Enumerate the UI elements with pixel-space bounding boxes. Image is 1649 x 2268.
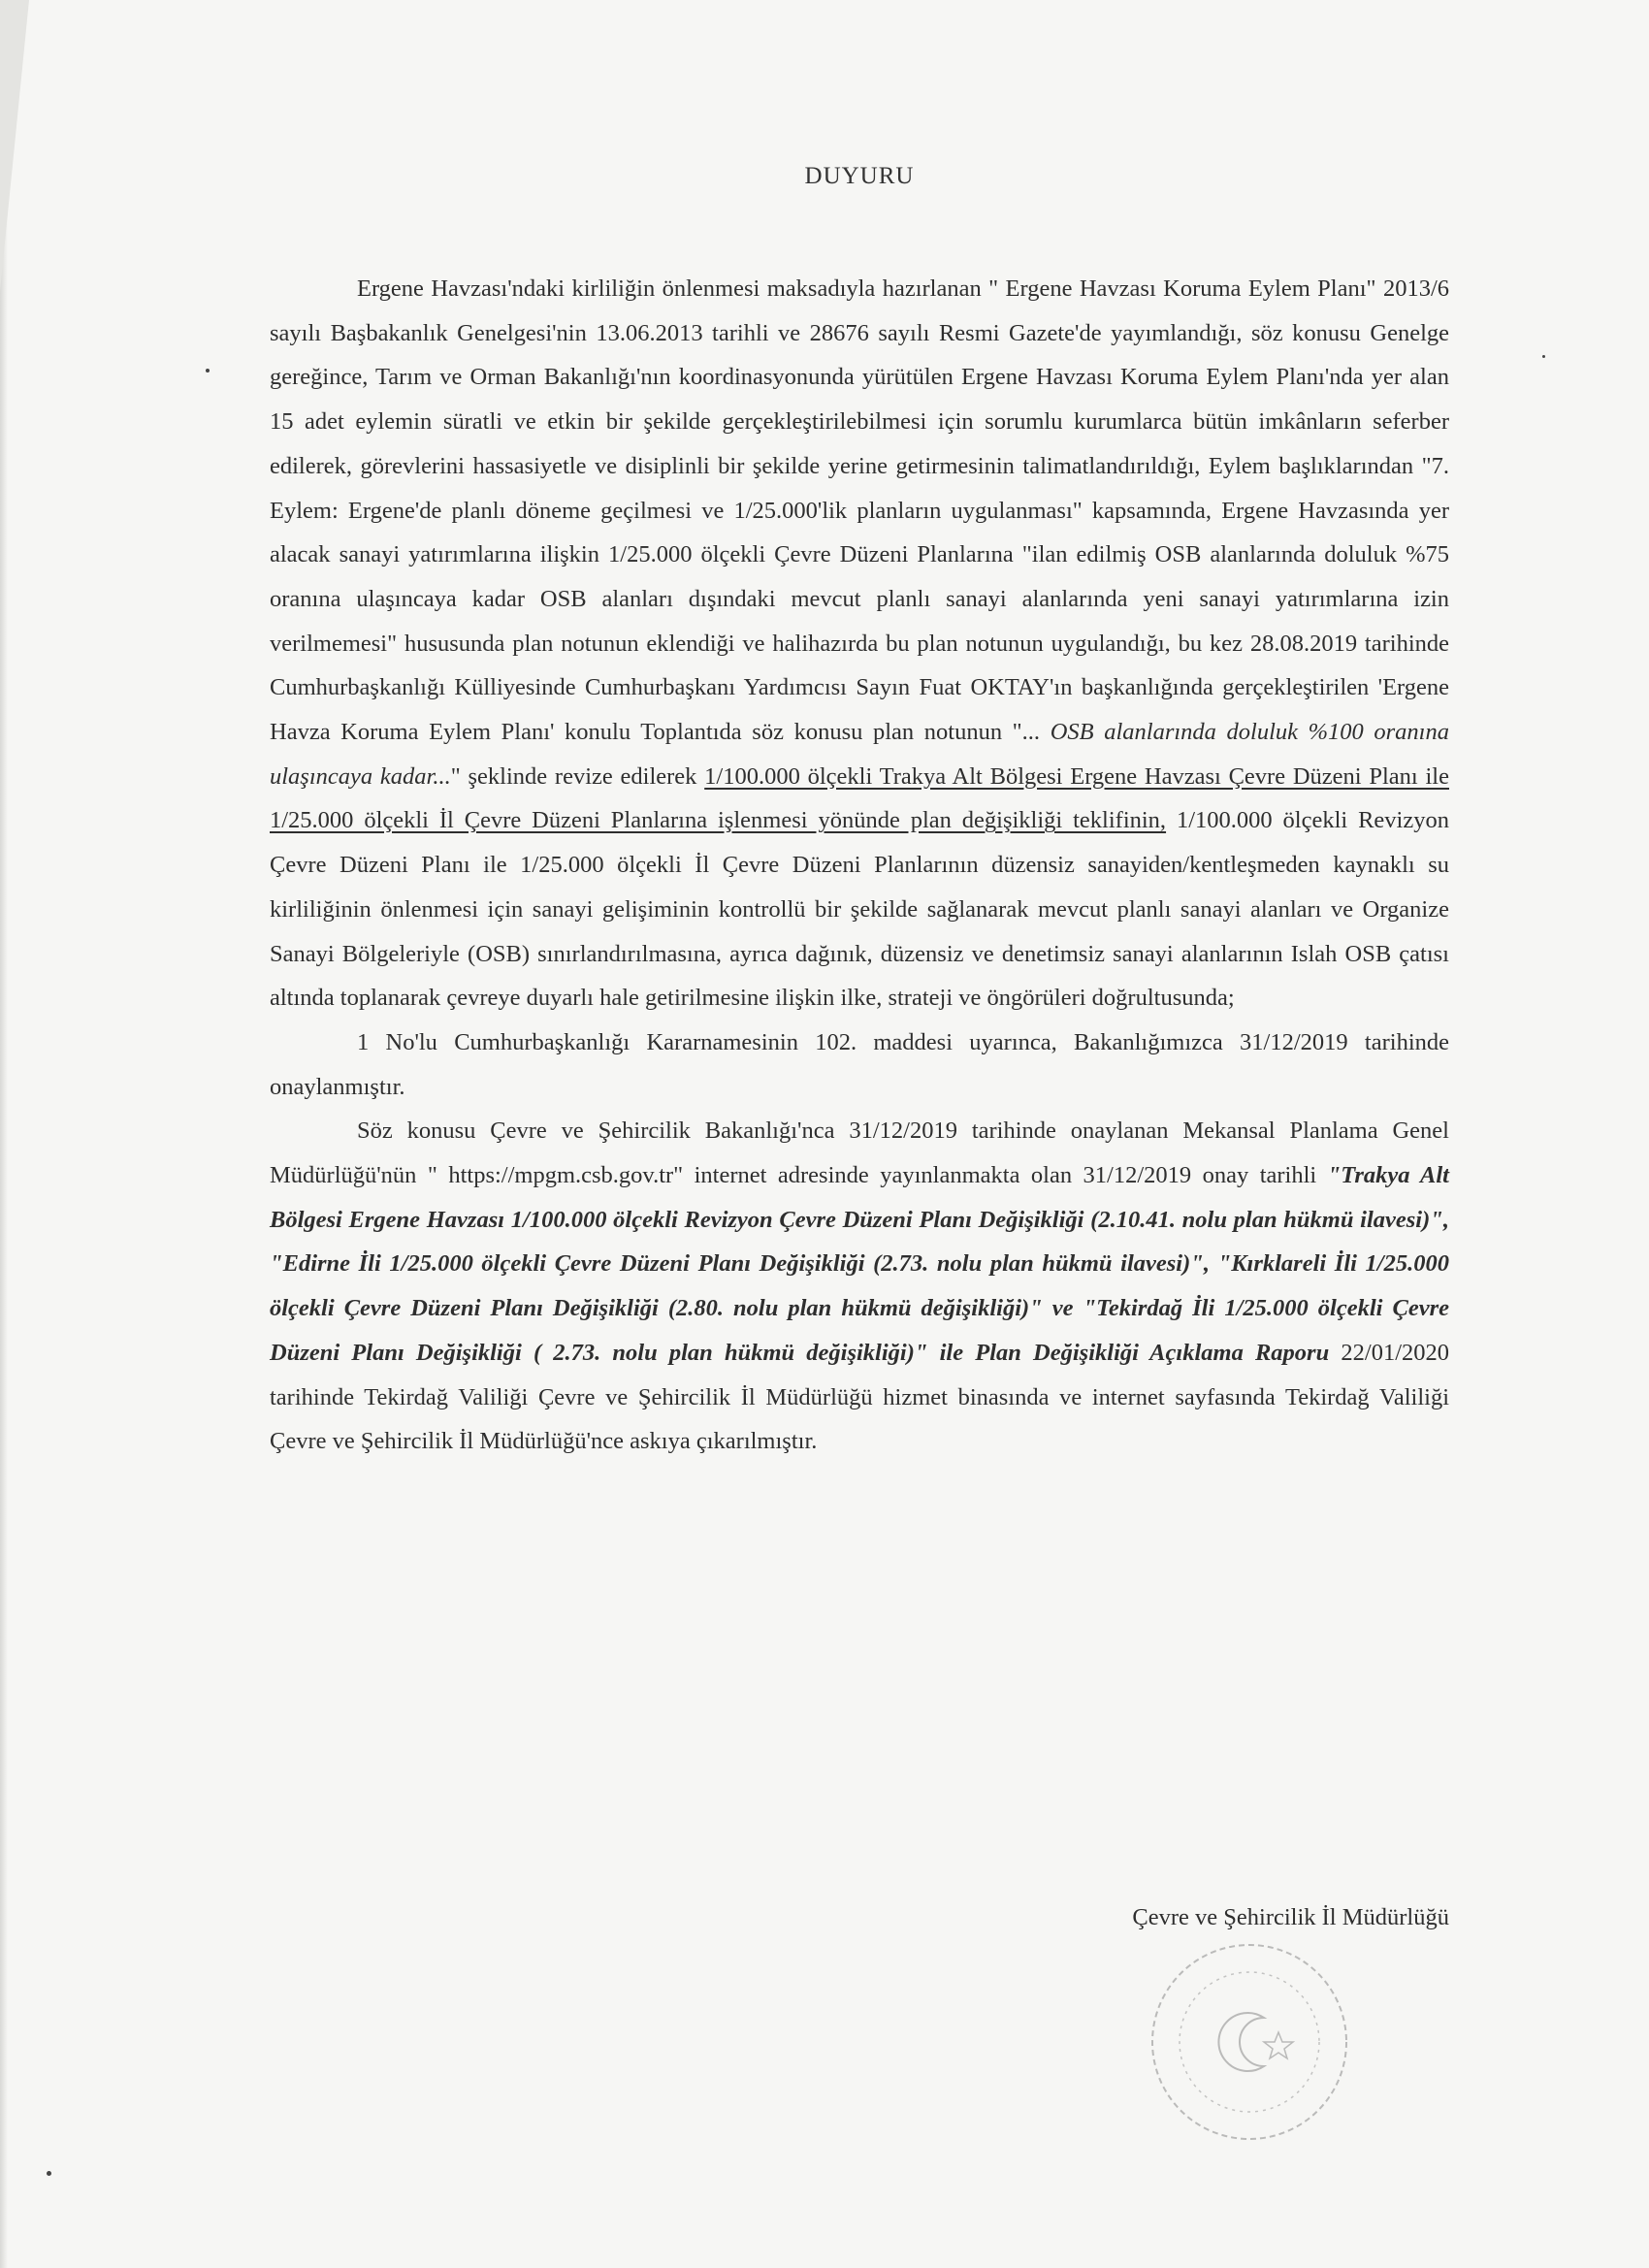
paragraph-1-quote-italic: OSB alanlarında doluluk %100 oranına ulaşıncaya kadar... (270, 719, 1449, 790)
scan-speck (47, 2171, 51, 2176)
official-seal-icon (1143, 1935, 1356, 2149)
document-body (270, 267, 1449, 1464)
scan-speck (1542, 355, 1545, 358)
scan-speck (206, 369, 210, 373)
paragraph-3 (270, 1109, 1449, 1464)
signature-authority: Çevre ve Şehircilik İl Müdürlüğü (1132, 1904, 1449, 1930)
paragraph-2: 1 No'lu Cumhurbaşkanlığı Kararnamesinin 102. maddesi uyarınca, Bakanlığımızca 31/12/2019 tarihinde onaylanmıştır. (270, 1028, 1449, 1100)
scan-corner-shadow (0, 0, 29, 291)
paragraph-1-text-c: " şeklinde revize edilerek (450, 762, 705, 790)
paragraph-3-plan-titles: "Trakya Alt Bölgesi Ergene Havzası 1/100.000 ölçekli Revizyon Çevre Düzeni Planı Değişikliği (2.10.41. nolu plan hükmü ilavesi)", "Edirne İli 1/25.000 ölçekli Çevre Düzeni Planı Değişikliği (2.73. nolu plan hükmü ilavesi)", "Kırklareli İli 1/25.000 ölçekli Çevre Düzeni Planı Değişikliği (2.80. nolu plan hükmü değişikliği)" ve "Tekirdağ İli 1/25.000 ölçekli Çevre Düzeni Planı Değişikliği ( 2.73. nolu plan hükmü değişikliği)" ile Plan Değişikliği Açıklama Raporu (270, 1162, 1449, 1366)
paragraph-1-underlined-text: 1/100.000 ölçekli Trakya Alt Bölgesi Ergene Havzası Çevre Düzeni Planı ile 1/25.000 ölçekli İl Çevre Düzeni Planlarına işlenmesi yönünde plan değişikliği teklifinin, (270, 762, 1449, 834)
scan-edge-shadow (0, 0, 8, 2268)
paragraph-3-text-c: 22/01/2020 tarihinde Tekirdağ Valiliği Çevre ve Şehircilik İl Müdürlüğü hizmet binasında ve internet sayfasında Tekirdağ Valiliği Çevre ve Şehircilik İl Müdürlüğü'nce askıya çıkarılmıştır. (270, 1339, 1449, 1455)
paragraph-1 (270, 267, 1449, 1021)
paragraph-3-text-a: Söz konusu Çevre ve Şehircilik Bakanlığı'nca 31/12/2019 tarihinde onaylanan Mekansal Planlama Genel Müdürlüğü'nün " https://mpgm.csb.gov.tr" internet adresinde yayınlanmakta olan 31/12/2019 onay tarihli (270, 1118, 1449, 1189)
paragraph-1-text-e: 1/100.000 ölçekli Revizyon Çevre Düzeni Planı ile 1/25.000 ölçekli İl Çevre Düzeni Planlarının düzensiz sanayiden/kentleşmeden kaynaklı su kirliliğinin önlenmesi için sanayi gelişiminin kontrollü bir şekilde sağlanarak mevcut planlı sanayi alanları ve Organize Sanayi Bölgeleriyle (OSB) sınırlandırılmasına, ayrıca dağınık, düzensiz ve denetimsiz sanayi alanlarının Islah OSB çatısı altında toplanarak çevreye duyarlı hale getirilmesine ilişkin ilke, strateji ve öngörüleri doğrultusunda; (270, 807, 1449, 1012)
paragraph-1-text-a: Ergene Havzası'ndaki kirliliğin önlenmesi maksadıyla hazırlanan " Ergene Havzası Koruma Eylem Planı" 2013/6 sayılı Başbakanlık Genelgesi'nin 13.06.2013 tarihli ve 28676 sayılı Resmi Gazete'de yayımlandığı, söz konusu Genelge gereğince, Tarım ve Orman Bakanlığı'nın koordinasyonunda yürütülen Ergene Havzası Koruma Eylem Planı'nda yer alan 15 adet eylemin süratli ve etkin bir şekilde gerçekleştirilebilmesi için sorumlu kurumlarca bütün imkânların seferber edilerek, görevlerini hassasiyetle ve disiplinli bir şekilde yerine getirmesinin talimatlandırıldığı, Eylem başlıklarından "7. Eylem: Ergene'de planlı döneme geçilmesi ve 1/25.000'lik planların uygulanması" kapsamında, Ergene Havzasında yer alacak sanayi yatırımlarına ilişkin 1/25.000 ölçekli Çevre Düzeni Planlarına "ilan edilmiş OSB alanlarında doluluk %75 oranına ulaşıncaya kadar OSB alanları dışındaki mevcut planlı sanayi alanlarında yeni sanayi yatırımlarına izin verilmemesi" hususunda plan notunun eklendiği ve halihazırda bu plan notunun uygulandığı, bu kez 28.08.2019 tarihinde Cumhurbaşkanlığı Külliyesinde Cumhurbaşkanı Yardımcısı Sayın Fuat OKTAY'ın başkanlığında gerçekleştirilen 'Ergene Havza Koruma Eylem Planı' konulu Toplantıda söz konusu plan notunun "... (270, 275, 1449, 746)
document-title: DUYURU (804, 163, 915, 189)
document-page (270, 0, 1449, 2268)
